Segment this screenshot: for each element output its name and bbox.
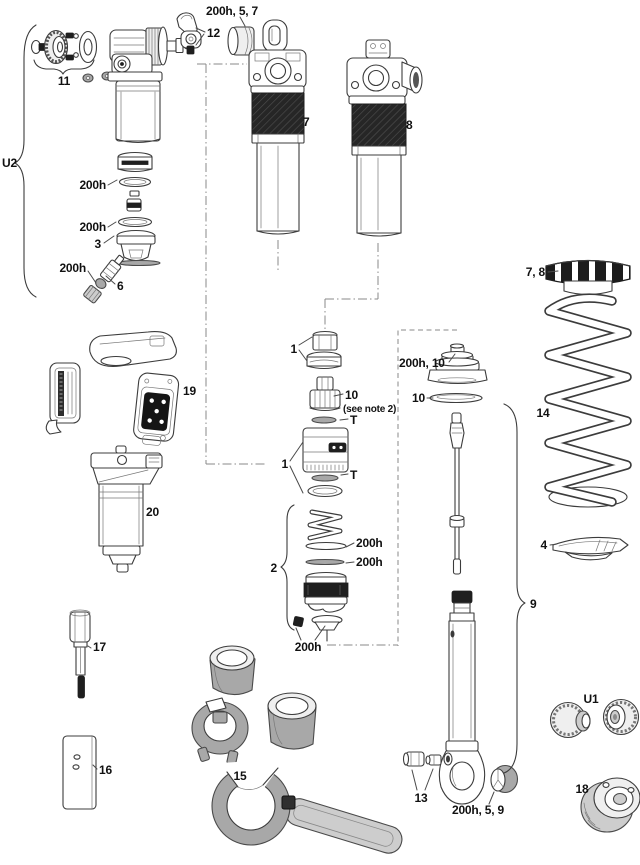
o-ring-200h-b [119,218,152,227]
label-8: 8 [406,118,413,132]
label-u2: U2 [2,156,17,170]
shock-body-8 [347,40,422,236]
label-200h-b: 200h [79,220,106,234]
dial-plug [32,41,46,54]
piston-assembly-1 [303,428,348,472]
air-can-body [116,81,160,143]
shock-8-air-sleeve [357,155,401,236]
shock-7-head [249,50,306,93]
shim-washer-200h-e [306,560,344,565]
air-valve-cap-stack [118,153,152,172]
label-13: 13 [414,791,428,805]
label-14: 14 [536,406,550,420]
dial-pin-a [74,34,79,39]
u1-knob-right [604,700,639,735]
spring-preload-collar [546,261,630,295]
label-t-upper: T [350,413,358,427]
spring-retainer-clip-4 [553,537,628,559]
label-200h-c: 200h [59,261,86,275]
label-200h-5-7: 200h, 5, 7 [206,4,259,18]
label-200h-a: 200h [79,178,106,192]
label-see-note-2: (see note 2) [343,404,397,415]
label-20: 20 [146,505,159,519]
label-u1: U1 [583,692,599,706]
shock-7-knurled-band [252,93,304,134]
label-7-8: 7, 8 [525,265,545,279]
lever-set-screw [187,46,194,54]
glide-ring-t-upper [312,417,336,423]
dial-washer [80,32,97,63]
bushing-cup-tool-b [268,693,316,749]
label-4: 4 [540,538,547,552]
label-200h-10: 200h, 10 [399,356,445,370]
shaft-clamp-tool-17 [70,610,90,698]
o-ring-200h-a [120,178,151,187]
rebound-needle-shaft [450,413,464,574]
foot-valve [312,616,342,631]
u2-group-brace [15,25,36,297]
group-2-brace [281,505,294,630]
group-9-brace [504,404,525,773]
label-10-right: 10 [412,391,425,405]
shock-7-top-lever [263,20,287,52]
shaft-collar-1 [307,352,341,369]
damper-shaft-assembly-9 [439,591,484,804]
remote-cap-bumper [228,27,254,55]
piston-lower-ring [308,486,342,497]
label-10-mid: 10 [345,388,358,402]
mount-cup-18 [581,778,640,832]
label-6: 6 [117,279,124,293]
label-12: 12 [207,26,220,40]
glide-ring-t-lower [312,475,338,481]
shock-8-top-block [366,40,390,58]
adjuster-dial-group [32,31,113,83]
retainer-ring-10 [430,394,482,403]
label-1-upper: 1 [290,342,297,356]
set-screw-cube [293,616,304,627]
shock-8-head [347,58,422,104]
bushing-cup-tool-a [210,646,255,695]
label-t-lower: T [350,468,358,482]
rebound-coil-spring-2 [310,512,340,538]
label-11: 11 [57,74,71,88]
damper-piston-band [304,573,348,613]
label-200h-d: 200h [356,536,383,550]
shock-body-7 [249,20,306,234]
eyelet-bushing-200h-5-9 [491,766,518,793]
label-200h-f: 200h [294,640,322,654]
bushing-ring-tool [192,698,248,765]
mount-block-16 [63,736,96,809]
wrench-drive-square [282,796,295,809]
dial-pin-b [74,53,79,58]
knurled-dial [45,31,68,64]
shock-8-knurled-band [352,104,406,146]
label-7: 7 [303,115,310,129]
label-2: 2 [270,561,277,575]
piston-cap-3 [117,231,155,261]
label-9: 9 [530,597,537,611]
label-3: 3 [94,237,101,251]
label-18: 18 [575,782,589,796]
controller-module-19 [90,332,180,447]
valve-small-parts [127,191,141,211]
shock-7-air-sleeve [257,143,299,234]
battery-pack [46,363,80,434]
remote-actuator-assembly [108,27,190,143]
shim-washer-200h-d [306,543,346,550]
dial-screw-b [66,55,74,60]
dial-screw-a [66,33,74,38]
label-19: 19 [183,384,196,398]
seal-head-fitting-10 [310,377,340,411]
flat-washer-gray [118,261,160,266]
coil-spring-14 [549,298,627,507]
label-15: 15 [233,769,247,783]
label-200h-e: 200h [356,555,383,569]
label-200h-5-9: 200h, 5, 9 [451,803,505,817]
mounting-nuts-13 [404,752,442,766]
label-16: 16 [99,763,112,777]
shaft-end-cap-1 [313,332,337,351]
label-1-lower: 1 [281,457,288,471]
u1-knob-left [551,703,591,738]
label-17: 17 [93,640,106,654]
